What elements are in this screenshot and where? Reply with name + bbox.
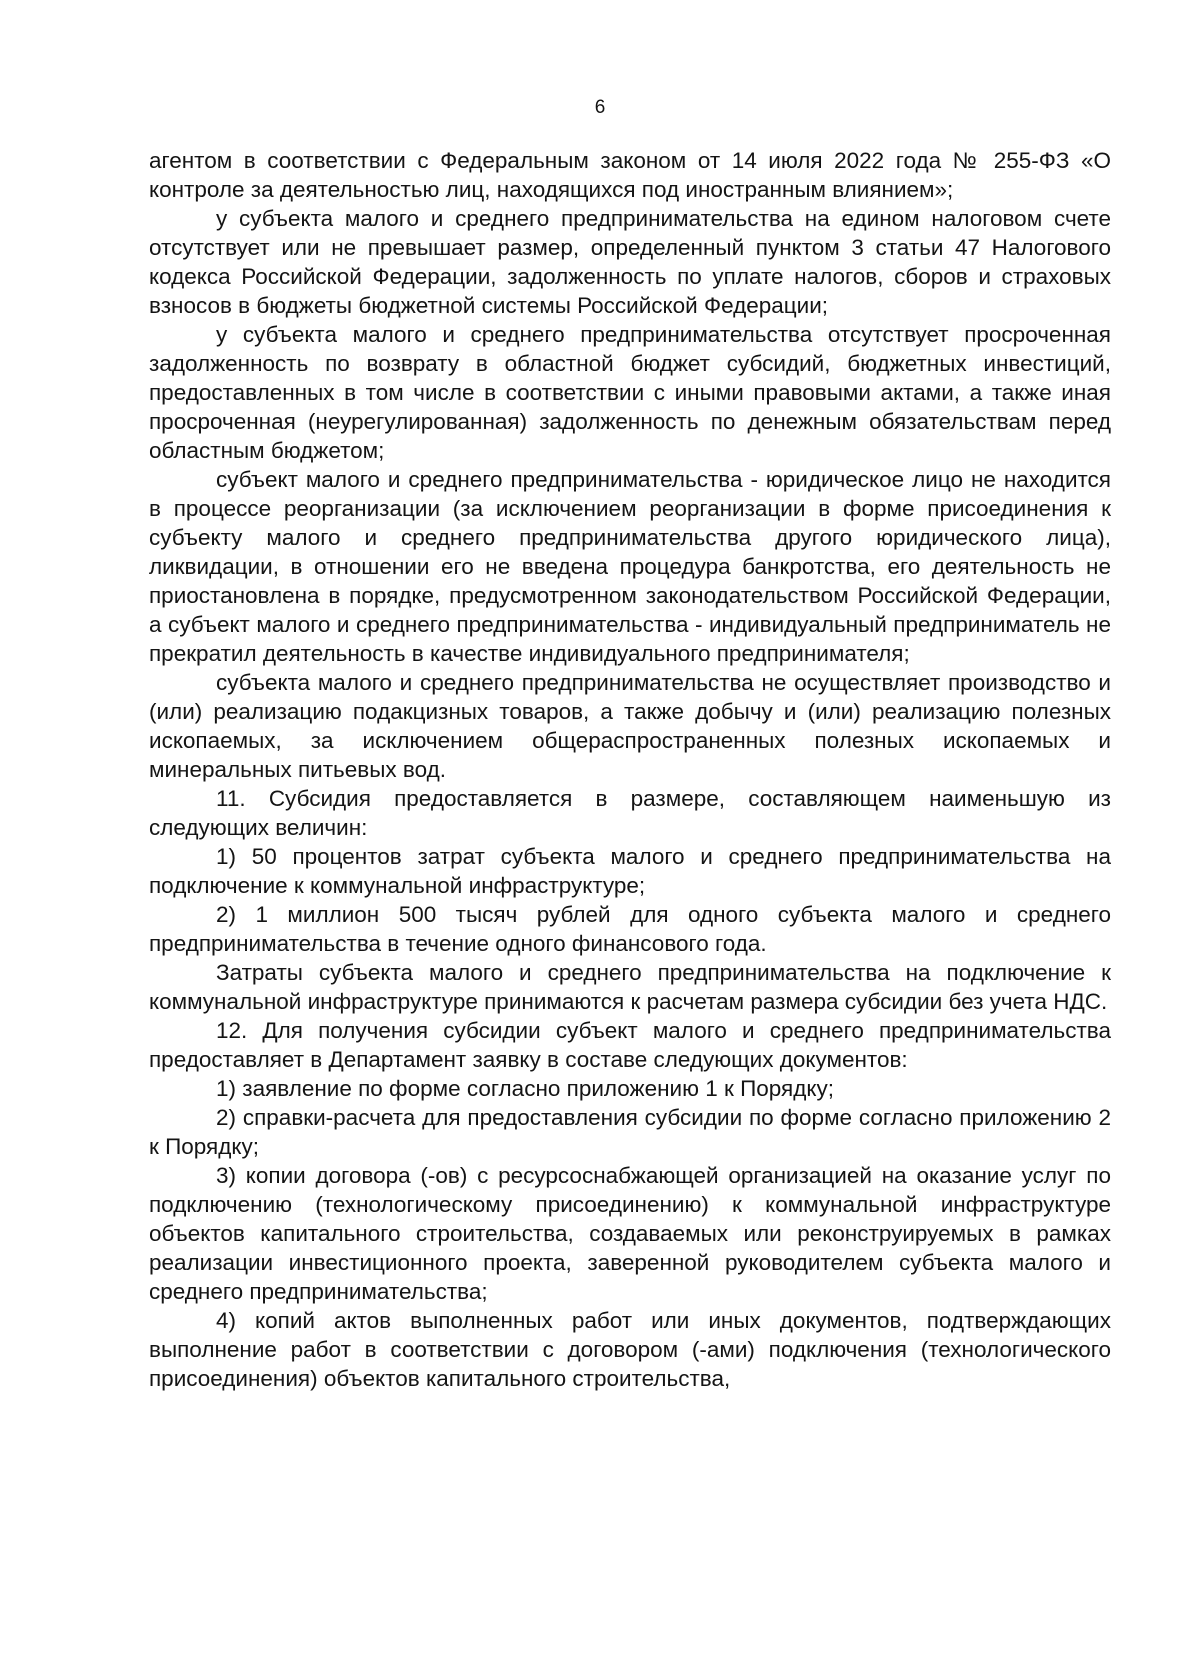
paragraph-excise-goods: субъекта малого и среднего предпринимательства не осуществляет производство и (или) реализацию подакцизных товаров, а также добычу и (или) реализацию полезных ископаемых, за исключением общераспространенных полезных ископаемых и минеральных питьевых вод. bbox=[149, 670, 1111, 782]
paragraph-costs-vat: Затраты субъекта малого и среднего предпринимательства на подключение к коммунальной инфраструктуре принимаются к расчетам размера субсидии без учета НДС. bbox=[149, 960, 1111, 1014]
paragraph-continuation: агентом в соответствии с Федеральным законом от 14 июля 2022 года № 255-ФЗ «О контроле за деятельностью лиц, находящихся под иностранным влиянием»; bbox=[149, 148, 1111, 202]
paragraph-item-12-2: 2) справки-расчета для предоставления субсидии по форме согласно приложению 2 к Порядку; bbox=[149, 1105, 1111, 1159]
paragraph-item-12-1: 1) заявление по форме согласно приложению 1 к Порядку; bbox=[216, 1076, 834, 1101]
paragraph-item-11-1: 1) 50 процентов затрат субъекта малого и среднего предпринимательства на подключение к коммунальной инфраструктуре; bbox=[149, 844, 1111, 898]
paragraph-item-12-4: 4) копий актов выполненных работ или иных документов, подтверждающих выполнение работ в соответствии с договором (-ами) подключения (технологического присоединения) объектов капитального строительства, bbox=[149, 1308, 1111, 1391]
paragraph-item-11: 11. Субсидия предоставляется в размере, составляющем наименьшую из следующих величин: bbox=[149, 786, 1111, 840]
paragraph-item-11-2: 2) 1 миллион 500 тысяч рублей для одного субъекта малого и среднего предпринимательства в течение одного финансового года. bbox=[149, 902, 1111, 956]
paragraph-reorganization: субъект малого и среднего предпринимательства - юридическое лицо не находится в процессе реорганизации (за исключением реорганизации в форме присоединения к субъекту малого и среднего предпринимательства другого юридического лица), ликвидации, в отношении его не введена процедура банкротства, его деятельность не приостановлена в порядке, предусмотренном законодательством Российской Федерации, а субъект малого и среднего предпринимательства - индивидуальный предприниматель не прекратил деятельность в качестве индивидуального предпринимателя; bbox=[149, 467, 1111, 666]
paragraph-overdue-debt: у субъекта малого и среднего предпринимательства отсутствует просроченная задолженность по возврату в областной бюджет субсидий, бюджетных инвестиций, предоставленных в том числе в соответствии с иными правовыми актами, а также иная просроченная (неурегулированная) задолженность по денежным обязательствам перед областным бюджетом; bbox=[149, 322, 1111, 463]
document-body bbox=[149, 146, 1111, 1393]
paragraph-tax-debt: у субъекта малого и среднего предпринимательства на едином налоговом счете отсутствует или не превышает размер, определенный пунктом 3 статьи 47 Налогового кодекса Российской Федерации, задолженность по уплате налогов, сборов и страховых взносов в бюджеты бюджетной системы Российской Федерации; bbox=[149, 206, 1111, 318]
paragraph-item-12: 12. Для получения субсидии субъект малого и среднего предпринимательства предоставляет в Департамент заявку в составе следующих документов: bbox=[149, 1018, 1111, 1072]
paragraph-item-12-3: 3) копии договора (-ов) с ресурсоснабжающей организацией на оказание услуг по подключению (технологическому присоединению) к коммунальной инфраструктуре объектов капитального строительства, создаваемых или реконструируемых в рамках реализации инвестиционного проекта, заверенной руководителем субъекта малого и среднего предпринимательства; bbox=[149, 1163, 1111, 1304]
page-number: 6 bbox=[594, 97, 606, 118]
